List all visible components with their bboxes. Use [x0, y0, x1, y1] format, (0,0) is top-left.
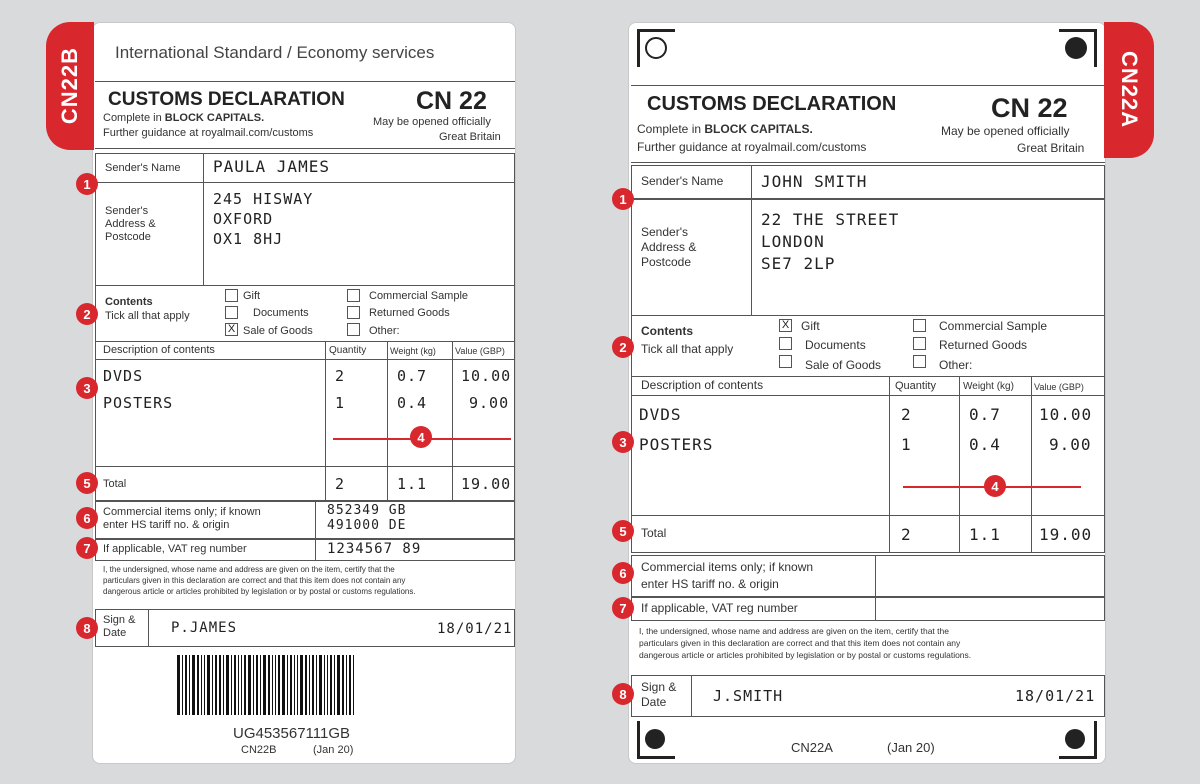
sender-address-label: Sender's Address & Postcode: [105, 205, 156, 243]
barcode-bar: [300, 655, 303, 715]
barcode-bar: [215, 655, 217, 715]
item1-weight: 0.7: [397, 367, 428, 385]
total-value: 19.00: [461, 475, 512, 493]
barcode-bar: [207, 655, 210, 715]
barcode-bar: [290, 655, 292, 715]
sign-divider: [148, 609, 149, 647]
sender-address-divider: [203, 182, 204, 286]
corner-bracket-top-right: [1059, 29, 1097, 67]
country-text: Great Britain: [1017, 141, 1085, 155]
barcode-bar: [312, 655, 314, 715]
barcode-bar: [177, 655, 180, 715]
barcode-bar: [287, 655, 288, 715]
barcode-bar: [212, 655, 213, 715]
opened-text: May be opened officially: [941, 124, 1070, 138]
footer-code: CN22B: [241, 744, 277, 756]
barcode-bar: [226, 655, 229, 715]
vat-value: 1234567 89: [327, 541, 422, 557]
item2-desc: POSTERS: [103, 394, 174, 412]
barcode-bar: [353, 655, 354, 715]
weight-header: Weight (kg): [390, 346, 436, 356]
vat-label: If applicable, VAT reg number: [103, 543, 247, 555]
complete-instruction: Complete in BLOCK CAPITALS.: [637, 122, 813, 136]
item1-value: 10.00: [461, 367, 512, 385]
vat-label: If applicable, VAT reg number: [641, 601, 798, 615]
barcode-bar: [219, 655, 221, 715]
complete-instruction: Complete in BLOCK CAPITALS.: [103, 112, 265, 124]
item2-qty: 1: [335, 394, 346, 412]
item2-desc: POSTERS: [639, 435, 714, 454]
barcode-bar: [223, 655, 224, 715]
sender-address-value: 22 THE STREET LONDON SE7 2LP: [761, 210, 900, 273]
commercial-label: Commercial Sample: [369, 290, 469, 302]
corner-bracket-bottom-right: [1059, 721, 1097, 759]
tick-instruction: Tick all that apply: [105, 310, 190, 322]
vat-divider: [315, 539, 316, 561]
barcode-bar: [305, 655, 307, 715]
sale-checkbox[interactable]: X: [225, 323, 238, 336]
barcode-bar: [197, 655, 199, 715]
qty-header: Quantity: [329, 345, 367, 356]
barcode-bar: [244, 655, 246, 715]
tick-instruction: Tick all that apply: [641, 342, 734, 356]
item2-value: 9.00: [1049, 435, 1092, 454]
sender-name-divider: [203, 153, 204, 183]
badge-8-left: 8: [76, 617, 98, 639]
barcode-bar: [256, 655, 258, 715]
sender-address-label: Sender's Address & Postcode: [641, 225, 697, 269]
badge-5-right: 5: [612, 520, 634, 542]
barcode-bar: [185, 655, 187, 715]
barcode-bar: [282, 655, 285, 715]
barcode-bar: [241, 655, 242, 715]
tracking-number: UG453567111GB: [233, 725, 351, 742]
contents-label: Contents: [641, 324, 693, 338]
sale-checkbox[interactable]: [779, 355, 792, 368]
gift-checkbox[interactable]: [225, 289, 238, 302]
barcode-bar: [253, 655, 254, 715]
barcode-bar: [297, 655, 298, 715]
gift-label: Gift: [243, 290, 261, 302]
tracking-barcode: [177, 655, 356, 715]
sale-label: Sale of Goods: [805, 358, 882, 372]
sender-name-divider: [751, 165, 752, 199]
total-label: Total: [103, 478, 127, 490]
total-qty: 2: [335, 475, 346, 493]
sign-date-value: 18/01/21: [1015, 687, 1096, 705]
barcode-bar: [294, 655, 295, 715]
barcode-bar: [201, 655, 202, 715]
contents-label: Contents: [105, 296, 153, 308]
badge-3-right: 3: [612, 431, 634, 453]
barcode-bar: [327, 655, 328, 715]
barcode-bar: [189, 655, 190, 715]
sender-name-label: Sender's Name: [641, 174, 724, 188]
barcode-bar: [234, 655, 236, 715]
footer-code: CN22A: [791, 740, 833, 755]
barcode-bar: [182, 655, 183, 715]
barcode-bar: [260, 655, 261, 715]
returned-label: Returned Goods: [369, 307, 450, 319]
total-row: [631, 515, 1105, 553]
total-weight: 1.1: [969, 525, 1001, 544]
item2-qty: 1: [901, 435, 912, 454]
desc-header: Description of contents: [103, 344, 215, 356]
item1-desc: DVDS: [103, 367, 144, 385]
badge-7-left: 7: [76, 537, 98, 559]
sender-address-value: 245 HISWAY OXFORD OX1 8HJ: [213, 190, 314, 248]
sender-name-label: Sender's Name: [105, 162, 181, 174]
opened-text: May be opened officially: [373, 116, 491, 128]
signature-value: P.JAMES: [171, 620, 238, 636]
cn22a-tab: CN22A: [1104, 22, 1154, 158]
other-checkbox[interactable]: [347, 323, 360, 336]
barcode-bar: [192, 655, 195, 715]
returned-checkbox[interactable]: [347, 306, 360, 319]
barcode-bar: [324, 655, 325, 715]
item1-qty: 2: [901, 405, 912, 424]
sign-divider: [691, 675, 692, 717]
footer-date: (Jan 20): [313, 744, 354, 756]
other-checkbox[interactable]: [913, 355, 926, 368]
cn22a-form: [628, 22, 1106, 764]
badge-7-right: 7: [612, 597, 634, 619]
item2-value: 9.00: [469, 394, 510, 412]
form-code: CN 22: [991, 93, 1068, 123]
item2-weight: 0.4: [969, 435, 1001, 454]
barcode-bar: [278, 655, 280, 715]
sender-name-value: PAULA JAMES: [213, 157, 330, 176]
badge-2-left: 2: [76, 303, 98, 325]
guidance-text: Further guidance at royalmail.com/customs: [637, 140, 867, 154]
hs-tariff-divider: [875, 555, 876, 597]
barcode-bar: [263, 655, 266, 715]
badge-4-left: 4: [410, 426, 432, 448]
value-header: Value (GBP): [455, 346, 505, 356]
form-title: CUSTOMS DECLARATION: [108, 89, 345, 110]
commercial-checkbox[interactable]: [347, 289, 360, 302]
barcode-bar: [319, 655, 322, 715]
weight-header: Weight (kg): [963, 381, 1014, 392]
total-qty: 2: [901, 525, 912, 544]
badge-1-left: 1: [76, 173, 98, 195]
other-label: Other:: [369, 325, 400, 337]
documents-label: Documents: [253, 307, 309, 319]
qty-header: Quantity: [895, 380, 936, 392]
item1-weight: 0.7: [969, 405, 1001, 424]
badge-5-left: 5: [76, 472, 98, 494]
barcode-bar: [238, 655, 239, 715]
sender-address-divider: [751, 199, 752, 316]
cn22b-form: [92, 22, 516, 764]
barcode-bar: [349, 655, 351, 715]
total-weight: 1.1: [397, 475, 428, 493]
hs-tariff-label: Commercial items only; if known enter HS tariff no. & origin: [641, 560, 814, 591]
item1-value: 10.00: [1039, 405, 1093, 424]
total-label: Total: [641, 526, 667, 540]
country-text: Great Britain: [439, 131, 501, 143]
barcode-bar: [248, 655, 251, 715]
guidance-text: Further guidance at royalmail.com/customs: [103, 127, 314, 139]
item1-desc: DVDS: [639, 405, 682, 424]
certification-text: I, the undersigned, whose name and address are given on the item, certify that the particulars given in this declaration are correct and that this item does not contain any dangerous article or articles prohibited by legislation or by postal or customs regulations.: [639, 626, 972, 660]
footer-date: (Jan 20): [887, 740, 935, 755]
gift-label: Gift: [801, 319, 820, 333]
badge-2-right: 2: [612, 336, 634, 358]
barcode-bar: [346, 655, 347, 715]
barcode-bar: [316, 655, 317, 715]
barcode-bar: [275, 655, 276, 715]
hs-tariff-divider: [315, 501, 316, 539]
sale-label: Sale of Goods: [243, 325, 313, 337]
desc-header: Description of contents: [641, 378, 764, 392]
barcode-bar: [337, 655, 340, 715]
returned-label: Returned Goods: [939, 338, 1028, 352]
returned-checkbox[interactable]: [913, 337, 926, 350]
sender-name-value: JOHN SMITH: [761, 172, 868, 191]
form-code: CN 22: [416, 87, 487, 115]
barcode-bar: [342, 655, 344, 715]
barcode-bar: [309, 655, 310, 715]
cn22b-tab: CN22B: [46, 22, 94, 150]
badge-8-right: 8: [612, 683, 634, 705]
barcode-bar: [204, 655, 205, 715]
barcode-bar: [330, 655, 332, 715]
total-row: [95, 466, 515, 501]
documents-checkbox[interactable]: [779, 337, 792, 350]
item1-qty: 2: [335, 367, 346, 385]
badge-4-right: 4: [984, 475, 1006, 497]
badge-1-right: 1: [612, 188, 634, 210]
documents-label: Documents: [805, 338, 866, 352]
hs-tariff-value: 852349 GB 491000 DE: [327, 503, 407, 533]
barcode-bar: [231, 655, 232, 715]
corner-bracket-top-left: [637, 29, 675, 67]
barcode-bar: [334, 655, 335, 715]
service-header: International Standard / Economy services: [115, 43, 435, 62]
sign-label: Sign & Date: [641, 680, 677, 709]
barcode-bar: [268, 655, 270, 715]
sign-date-value: 18/01/21: [437, 621, 513, 637]
badge-6-right: 6: [612, 562, 634, 584]
hs-tariff-label: Commercial items only; if known enter HS tariff no. & origin: [103, 506, 261, 531]
value-header: Value (GBP): [1034, 382, 1084, 392]
total-value: 19.00: [1039, 525, 1093, 544]
items-header-divider: [631, 395, 1105, 396]
signature-value: J.SMITH: [713, 687, 784, 705]
item2-weight: 0.4: [397, 394, 428, 412]
barcode-bar: [272, 655, 273, 715]
gift-checkbox[interactable]: X: [779, 319, 792, 332]
commercial-checkbox[interactable]: [913, 319, 926, 332]
documents-checkbox[interactable]: [225, 306, 238, 319]
vat-divider: [875, 597, 876, 621]
badge-6-left: 6: [76, 507, 98, 529]
sign-label: Sign & Date: [103, 614, 136, 639]
other-label: Other:: [939, 358, 973, 372]
certification-text: I, the undersigned, whose name and address are given on the item, certify that the particulars given in this declaration are correct and that this item does not contain any dangerous article or articles prohibited by legislation or by postal or customs regulations.: [103, 565, 416, 596]
corner-bracket-bottom-left: [637, 721, 675, 759]
badge-3-left: 3: [76, 377, 98, 399]
commercial-label: Commercial Sample: [939, 319, 1048, 333]
form-title: CUSTOMS DECLARATION: [647, 93, 897, 115]
